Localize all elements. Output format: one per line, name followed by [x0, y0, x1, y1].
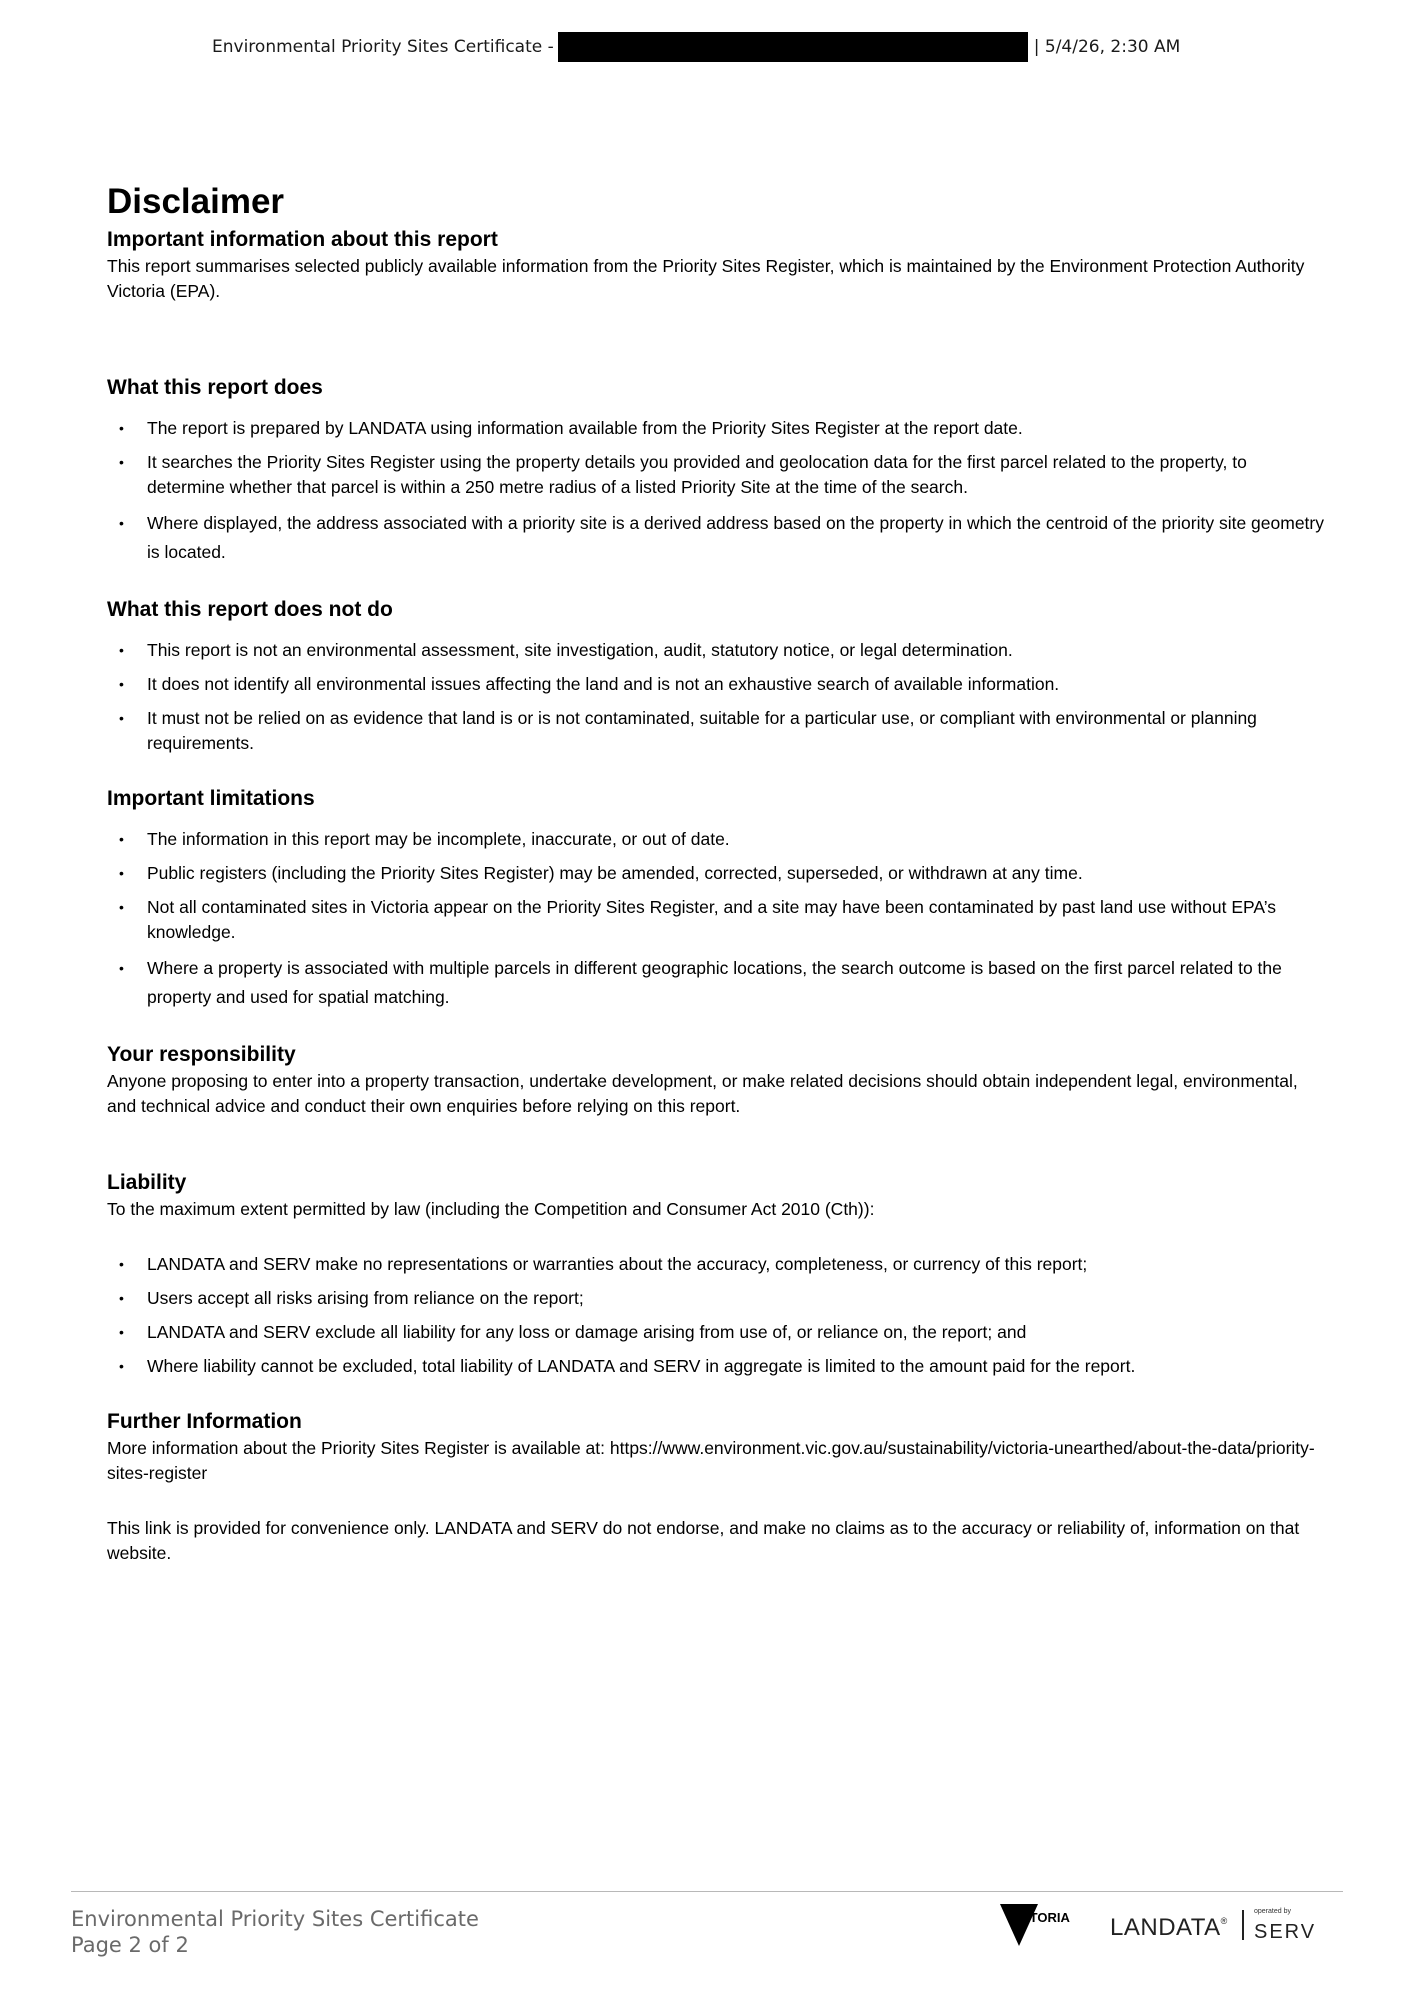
list-item: • Where a property is associated with multiple parcels in different geographic locations, the search outcome is based on the first parcel related to the property and used for spatial matching.	[119, 958, 1282, 1007]
further-info-text: More information about the Priority Sites Register is available at: https://www.environment.vic.gov.au/sustainability/victoria-unearthed/about-the-data/priority-sites-register	[107, 1438, 1315, 1483]
liability-intro: To the maximum extent permitted by law (including the Competition and Consumer Act 2010 (Cth)):	[107, 1199, 875, 1219]
list-item: • LANDATA and SERV make no representations or warranties about the accuracy, completeness, or currency of this report;	[119, 1254, 1088, 1274]
page-footer	[71, 1906, 479, 1958]
responsibility-heading: Your responsibility	[107, 1043, 296, 1066]
header-datetime: | 5/4/26, 2:30 AM	[1033, 37, 1181, 57]
further-info-heading: Further Information	[107, 1410, 302, 1433]
list-item: • This report is not an environmental assessment, site investigation, audit, statutory notice, or legal determination.	[119, 640, 1013, 660]
logo-separator	[1242, 1910, 1244, 1940]
page-header	[212, 30, 1180, 64]
does-not-list	[107, 638, 1327, 756]
list-item: • The report is prepared by LANDATA using information available from the Priority Sites Register at the report date.	[119, 418, 1023, 438]
serv-logo: operated by SERV	[1254, 1908, 1317, 1943]
liability-list	[107, 1252, 1327, 1379]
limitations-heading: Important limitations	[107, 787, 315, 810]
limitations-list	[107, 827, 1327, 1012]
liability-heading: Liability	[107, 1171, 187, 1194]
page-number: Page 2 of 2	[71, 1933, 189, 1957]
page-title: Disclaimer	[107, 182, 285, 221]
list-item: • LANDATA and SERV exclude all liability for any loss or damage arising from use of, or reliance on, the report; and	[119, 1322, 1027, 1342]
list-item: • Where liability cannot be excluded, total liability of LANDATA and SERV in aggregate is limited to the amount paid for the report.	[119, 1356, 1136, 1376]
header-title: Environmental Priority Sites Certificate -	[212, 37, 554, 57]
does-not-heading: What this report does not do	[107, 598, 393, 621]
important-info-text: This report summarises selected publicly available information from the Priority Sites Register, which is maintained by the Environment Protection Authority Victoria (EPA).	[107, 256, 1305, 301]
list-item: • The information in this report may be incomplete, inaccurate, or out of date.	[119, 829, 730, 849]
list-item: • It searches the Priority Sites Register using the property details you provided and geolocation data for the first parcel related to the property, to determine whether that parcel is within a 250 metre radius of a listed Priority Site at the time of the search.	[119, 452, 1247, 497]
footer-divider	[71, 1891, 1343, 1892]
further-info-note: This link is provided for convenience only. LANDATA and SERV do not endorse, and make no claims as to the accuracy or reliability of, information on that website.	[107, 1518, 1300, 1563]
list-item: • Users accept all risks arising from reliance on the report;	[119, 1288, 584, 1308]
list-item: • Public registers (including the Priority Sites Register) may be amended, corrected, superseded, or withdrawn at any time.	[119, 863, 1083, 883]
list-item: • It does not identify all environmental issues affecting the land and is not an exhaustive search of available information.	[119, 674, 1060, 694]
what-does-heading: What this report does	[107, 376, 323, 399]
responsibility-text: Anyone proposing to enter into a property transaction, undertake development, or make related decisions should obtain independent legal, environmental, and technical advice and conduct their own enquiries before relying on this report.	[107, 1071, 1298, 1116]
victoria-logo	[998, 1900, 1078, 1948]
victoria-logo-text: VICTORIA	[1008, 1910, 1070, 1925]
important-info-heading: Important information about this report	[107, 228, 498, 251]
landata-logo: LANDATA®	[1110, 1914, 1228, 1941]
disclaimer-content	[107, 178, 1327, 1566]
what-does-list	[107, 416, 1327, 567]
list-item: • Where displayed, the address associated with a priority site is a derived address based on the property in which the centroid of the priority site geometry is located.	[119, 513, 1324, 562]
list-item: • Not all contaminated sites in Victoria appear on the Priority Sites Register, and a site may have been contaminated by past land use without EPA’s knowledge.	[119, 897, 1277, 942]
list-item: • It must not be relied on as evidence that land is or is not contaminated, suitable for a particular use, or compliant with environmental or planning requirements.	[119, 708, 1257, 753]
redacted-address	[558, 32, 1028, 62]
footer-logos	[998, 1900, 1343, 1952]
serv-logo-text: SERV	[1254, 1921, 1317, 1943]
footer-title: Environmental Priority Sites Certificate	[71, 1907, 479, 1931]
